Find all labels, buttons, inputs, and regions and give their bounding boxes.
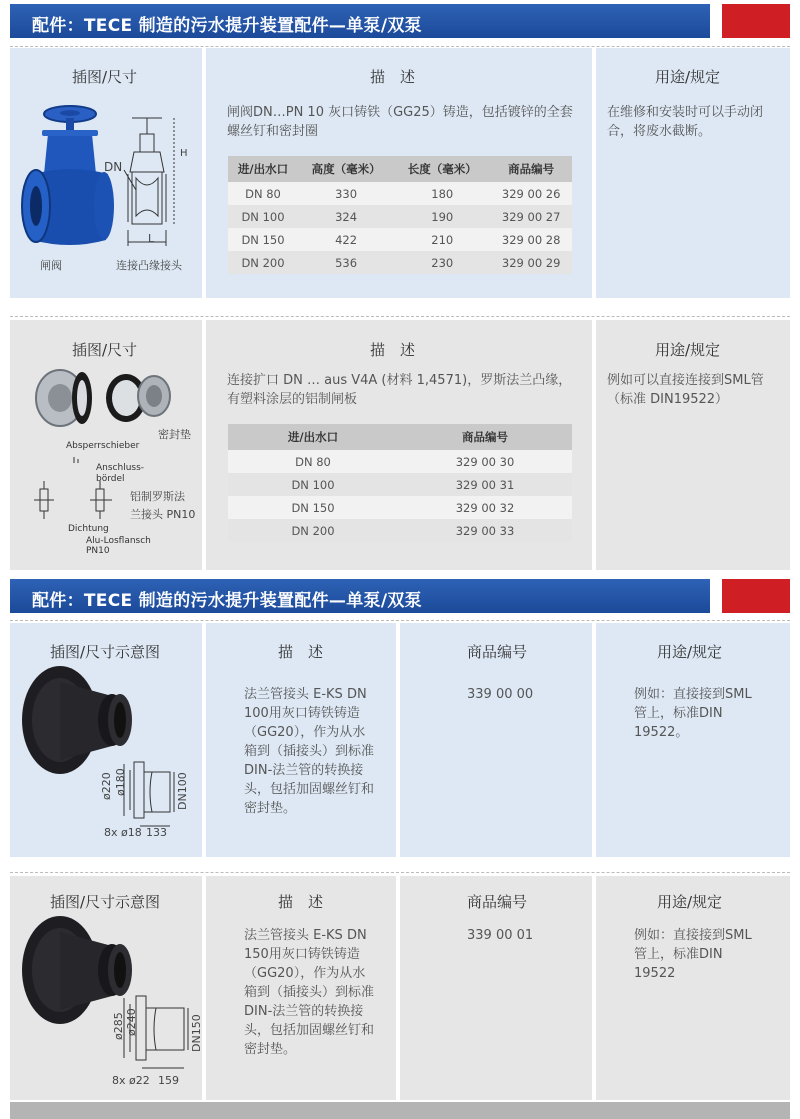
usage-header: 用途/规定: [655, 341, 721, 359]
outer-diameter-label: ø220: [100, 772, 113, 800]
table-cell: 329 00 33: [398, 519, 572, 542]
alu-los-caption: Alu-Losflansch: [86, 536, 151, 546]
dn-size-label: DN100: [176, 772, 189, 810]
table-header: 进/出水口: [228, 424, 398, 450]
table-header: 商品编号: [490, 156, 572, 182]
table-row: [228, 519, 572, 542]
table-row: [228, 228, 572, 251]
table-cell: 329 00 31: [398, 473, 572, 496]
table-cell: 329 00 32: [398, 496, 572, 519]
table-cell: DN 100: [228, 205, 298, 228]
usage-text: 在维修和安装时可以手动闭合，将废水截断。: [607, 105, 764, 139]
description-header: 描 述: [278, 643, 324, 661]
usage-header: 用途/规定: [657, 643, 723, 661]
image-header: 插图/尺寸示意图: [50, 643, 161, 661]
bottom-bar: [10, 1102, 790, 1119]
gate-valve-image: [18, 100, 118, 260]
product-code: 339 00 01: [467, 928, 534, 943]
table-cell: 230: [394, 251, 490, 274]
bolt-holes-label: 8x ø22: [112, 1074, 150, 1087]
length-dimension-label: 159: [158, 1074, 179, 1087]
section-title: 配件：TECE 制造的污水提升装置配件—单泵/双泵: [32, 591, 422, 611]
table-header: 高度（毫米）: [298, 156, 394, 182]
table-cell: DN 100: [228, 473, 398, 496]
table-cell: DN 80: [228, 450, 398, 473]
usage-text: 例如：直接接到SML管上，标准DIN 19522。: [634, 687, 752, 740]
description-header: 描 述: [370, 68, 416, 86]
table-header-row: [228, 424, 572, 450]
table-cell: 329 00 30: [398, 450, 572, 473]
code-header: 商品编号: [467, 893, 528, 911]
bolt-circle-label: ø240: [125, 1008, 138, 1036]
table-cell: 329 00 27: [490, 205, 572, 228]
spec-table: [228, 424, 572, 542]
description-text: 连接扩口 DN … aus V4A (材料 1,4571)，罗斯法兰凸缘，有塑料涂层的铝制闸板: [227, 373, 572, 407]
table-cell: 329 00 29: [490, 251, 572, 274]
bolt-circle-label: ø180: [114, 768, 127, 796]
description-header: 描 述: [278, 893, 324, 911]
dashed-divider: [10, 620, 790, 621]
table-row: [228, 473, 572, 496]
dn-label: DN: [104, 160, 123, 174]
table-cell: 324: [298, 205, 394, 228]
usage-header: 用途/规定: [657, 893, 723, 911]
description-text: 闸阀DN…PN 10 灰口铸铁（GG25）铸造，包括镀锌的全套螺丝钉和密封圈: [227, 105, 573, 139]
description-text: 法兰管接头 E-KS DN 100用灰口铸铁铸造（GG20），作为从水箱到（插接头）到标准DIN-法兰管的转换接头，包括加固螺丝钉和密封垫。: [244, 687, 375, 816]
table-cell: 536: [298, 251, 394, 274]
code-header: 商品编号: [467, 643, 528, 661]
description-header: 描 述: [370, 341, 416, 359]
table-cell: DN 150: [228, 496, 398, 519]
anschluss-caption: Anschluss-: [96, 463, 145, 473]
dashed-divider: [10, 872, 790, 873]
alu-los-caption-2: PN10: [86, 546, 110, 556]
table-cell: 210: [394, 228, 490, 251]
height-label: H: [180, 148, 188, 159]
table-cell: DN 150: [228, 228, 298, 251]
description-text: 法兰管接头 E-KS DN 150用灰口铸铁铸造（GG20），作为从水箱到（插接头）到标准DIN-法兰管的转换接头，包括加固螺丝钉和密封垫。: [244, 928, 375, 1057]
table-header-row: [228, 156, 572, 182]
usage-header: 用途/规定: [655, 68, 721, 86]
section-title: 配件：TECE 制造的污水提升装置配件—单泵/双泵: [32, 16, 422, 36]
table-row: [228, 450, 572, 473]
dn-size-label: DN150: [190, 1014, 203, 1052]
table-row: [228, 496, 572, 519]
table-row: [228, 182, 572, 205]
anschluss-caption-2: bördel: [96, 474, 125, 484]
image-header: 插图/尺寸示意图: [50, 893, 161, 911]
image-header: 插图/尺寸: [72, 68, 138, 86]
valve-caption: 闸阀: [40, 259, 62, 272]
outer-diameter-label: ø285: [112, 1012, 125, 1040]
length-dimension-label: 133: [146, 826, 167, 839]
table-header: 进/出水口: [228, 156, 298, 182]
table-cell: DN 200: [228, 251, 298, 274]
banner-red-block: [722, 579, 790, 613]
usage-text: 例如：直接接到SML 管上，标准DIN 19522: [634, 928, 752, 981]
dichtung-caption: Dichtung: [68, 524, 109, 534]
flange-caption: 连接凸缘接头: [116, 259, 182, 272]
section-banner: [10, 579, 790, 613]
table-header: 长度（毫米）: [394, 156, 490, 182]
alu-flange-caption: 铝制罗斯法: [130, 490, 185, 503]
table-row: [228, 205, 572, 228]
usage-text: 例如可以直接连接到SML管（标准 DIN19522）: [607, 373, 764, 407]
table-cell: 330: [298, 182, 394, 205]
product-code: 339 00 00: [467, 687, 534, 702]
section-banner: [10, 4, 790, 38]
seal-caption: 密封垫: [158, 428, 191, 441]
banner-red-block: [722, 4, 790, 38]
spec-table: [228, 156, 572, 274]
image-header: 插图/尺寸: [72, 341, 138, 359]
valve-dimension-drawing: [104, 112, 194, 252]
table-cell: DN 200: [228, 519, 398, 542]
length-label: L: [148, 232, 155, 245]
table-cell: DN 80: [228, 182, 298, 205]
table-cell: 190: [394, 205, 490, 228]
absperr-caption: Absperrschieber: [66, 441, 140, 451]
table-row: [228, 251, 572, 274]
dashed-divider: [10, 316, 790, 317]
dashed-divider: [10, 46, 790, 47]
table-cell: 180: [394, 182, 490, 205]
alu-flange-caption-2: 兰接头 PN10: [130, 508, 196, 521]
bolt-holes-label: 8x ø18: [104, 826, 142, 839]
table-cell: 422: [298, 228, 394, 251]
table-cell: 329 00 26: [490, 182, 572, 205]
table-header: 商品编号: [398, 424, 572, 450]
table-cell: 329 00 28: [490, 228, 572, 251]
